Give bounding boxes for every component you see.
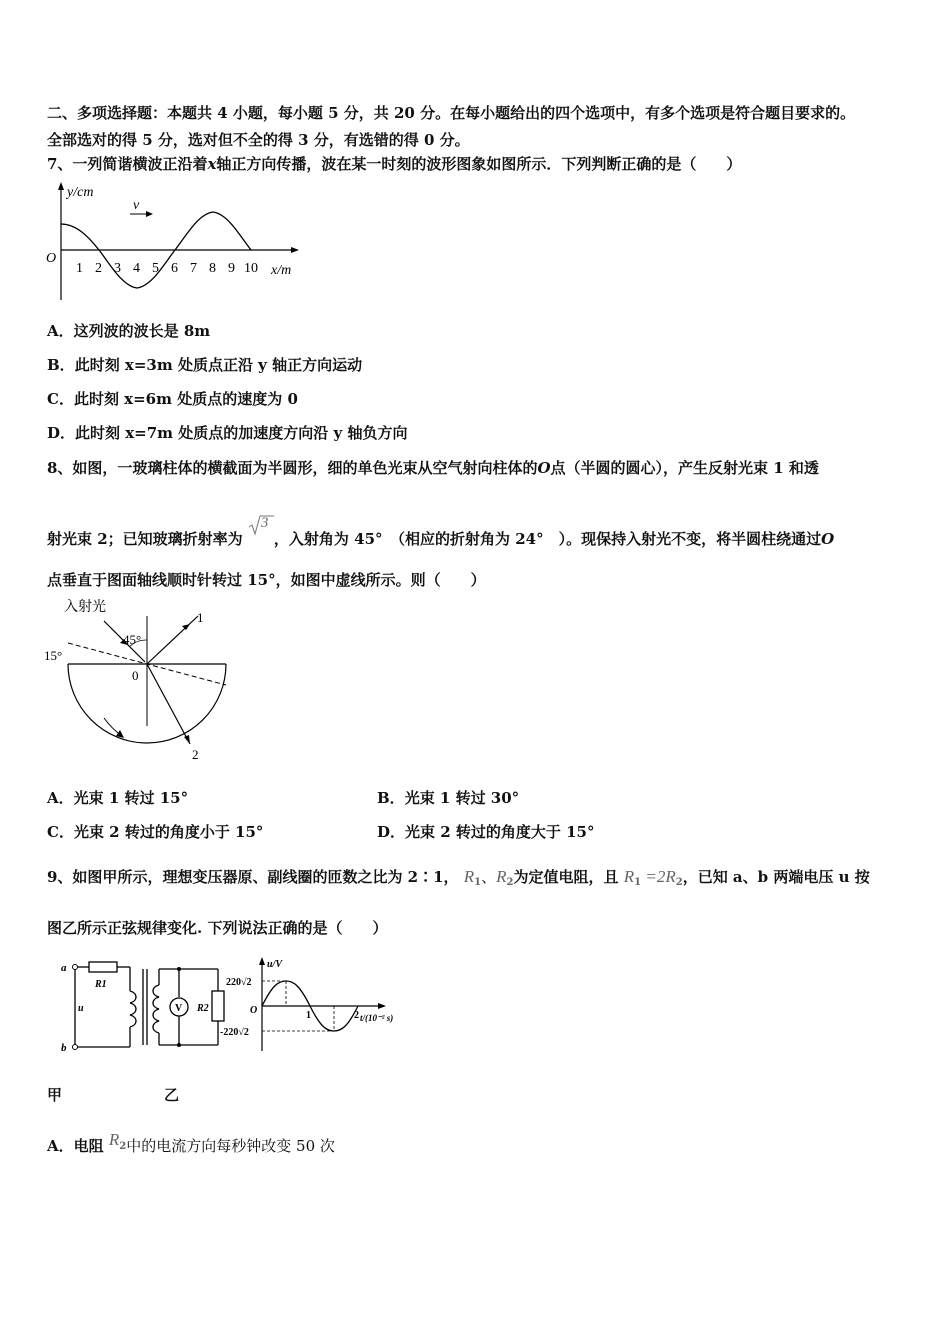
q7-option-a-key: A．	[47, 322, 74, 340]
q9-circuit-figure	[55, 955, 225, 1055]
section-heading-line1: 二、多项选择题：本题共 4 小题，每小题 5 分，共 20 分。在每小题给出的四个选项中，有多个选项是符合题目要求的。	[47, 104, 856, 122]
q7-option-a-text: 这列波的波长是 8m	[73, 322, 211, 340]
q7-tick-label: 5	[152, 261, 159, 276]
q8-center-label: 0	[132, 668, 139, 683]
q9-r2-sub: 2	[506, 877, 514, 888]
q7-tick-label: 1	[76, 261, 83, 276]
q7-wave-figure	[40, 180, 310, 308]
q9-r1: R	[463, 867, 475, 886]
q8-line2-a: 射光束 2；已知玻璃折射率为	[47, 530, 243, 548]
q8-option-c-text: 光束 2 转过的角度小于 15°	[73, 823, 264, 841]
q8-reflected-arrow	[182, 624, 190, 630]
q8-stem-line3: 点垂直于图面轴线顺时针转过 15°，如图中虚线所示。则（ ）	[47, 571, 486, 589]
q9-t-arrow	[378, 1003, 386, 1009]
q9-secondary-coil	[153, 985, 159, 1033]
q7-option-d-text: 此时刻 x=7m 处质点的加速度方向沿 y 轴负方向	[75, 424, 408, 442]
q9-eq-mid: =2R	[641, 867, 676, 886]
q7-tick-label: 8	[209, 261, 216, 276]
q9-t2-label: 2	[354, 1010, 359, 1021]
q9-label-yi: 乙	[164, 1086, 180, 1104]
q7-stem-b: 轴正方向传播，波在某一时刻的波形图象如图所示．下列判断正确的是（ ）	[216, 155, 742, 173]
q8-angle15-label: 15°	[44, 648, 63, 663]
q9-primary-coil	[130, 991, 136, 1027]
q9-t-axis-label: t/(10⁻² s)	[360, 1013, 394, 1023]
q9-option-a-key: A．	[47, 1137, 74, 1155]
q7-stem-x: x	[207, 155, 217, 173]
q9-label-jia: 甲	[47, 1086, 63, 1104]
q7-option-b[interactable]	[47, 354, 362, 375]
q8-option-c-key: C．	[47, 823, 74, 841]
q9-r2: R	[496, 867, 507, 886]
q9-line1-c: ，已知 a、b 两端电压 u 按	[682, 868, 870, 886]
q8-option-a-key: A．	[47, 789, 74, 807]
q7-tick-label: 6	[171, 261, 178, 276]
q9-eq-sub1: 1	[634, 877, 642, 888]
q7-tick-label: 7	[190, 261, 197, 276]
q8-option-b-text: 光束 1 转过 30°	[404, 789, 520, 807]
q9-label-r1: R1	[95, 979, 107, 990]
q9-eq-r: R	[623, 867, 635, 886]
q8-line2-b: ，入射角为 45° （相应的折射角为 24° ）。现保持入射光不变，将半圆柱绕通过	[273, 530, 822, 548]
q7-y-arrow	[58, 182, 64, 190]
q8-line2-o: O	[821, 530, 835, 548]
q7-option-b-text: 此时刻 x=3m 处质点正沿 y 轴正方向运动	[74, 356, 363, 374]
q8-stem-line2	[47, 515, 835, 549]
q8-option-d-text: 光束 2 转过的角度大于 15°	[405, 823, 595, 841]
q9-stem-line1	[47, 866, 870, 888]
q9-neg-peak-label: -220√2	[220, 1027, 249, 1038]
q9-r1-sub: 1	[474, 877, 482, 888]
q9-origin-label: O	[250, 1005, 258, 1016]
q7-option-d-key: D．	[47, 424, 76, 442]
q8-option-b-key: B．	[377, 789, 405, 807]
q7-tick-label: 10	[244, 261, 258, 276]
q9-label-v: V	[175, 1003, 183, 1014]
q7-stem-a: 7、一列简谐横波正沿着	[47, 155, 208, 173]
q7-stem	[47, 153, 741, 174]
q8-option-a-text: 光束 1 转过 15°	[73, 789, 189, 807]
q8-incident-label: 入射光	[64, 600, 106, 615]
q9-r1-resistor	[89, 962, 117, 972]
q7-y-label: y/cm	[67, 185, 94, 200]
q8-refracted-arrow	[184, 735, 190, 744]
q9-option-a[interactable]	[47, 1130, 335, 1156]
q9-option-a-sub: 2	[119, 1141, 127, 1152]
q9-label-a: a	[61, 962, 67, 974]
q7-tick-labels	[76, 261, 258, 276]
q9-node-bottom	[177, 1043, 181, 1047]
q9-line1-b: 为定值电阻，且	[513, 868, 619, 886]
q8-option-d[interactable]	[377, 821, 595, 842]
q7-origin-label: O	[46, 251, 57, 266]
q8-option-d-key: D．	[377, 823, 406, 841]
q8-reflected-ray	[147, 616, 198, 664]
q7-option-c[interactable]	[47, 388, 298, 409]
q9-terminal-a	[73, 965, 78, 970]
q9-node-top	[177, 967, 181, 971]
q7-option-b-key: B．	[47, 356, 75, 374]
q8-line1-o: O	[537, 459, 551, 477]
q8-line1-b: 点（半圆的圆心），产生反射光束 1 和透	[550, 459, 819, 477]
q7-tick-label: 4	[133, 261, 140, 276]
q9-option-a-pre: 电阻	[73, 1137, 104, 1155]
q9-u-arrow	[259, 957, 265, 965]
q8-line1-a: 8、如图，一玻璃柱体的横截面为半圆形，细的单色光束从空气射向柱体的	[47, 459, 538, 477]
q8-beam1-label: 1	[197, 610, 204, 625]
q8-option-c[interactable]	[47, 821, 263, 842]
q7-x-label: x/m	[271, 263, 292, 278]
q8-option-b[interactable]	[377, 787, 519, 808]
q9-terminal-b	[73, 1045, 78, 1050]
q8-beam2-label: 2	[192, 747, 199, 762]
q9-sep: 、	[481, 868, 497, 886]
q7-tick-label: 2	[95, 261, 102, 276]
q8-semicircle-figure	[40, 594, 240, 766]
q7-v-label: v	[133, 198, 140, 213]
q9-label-u: u	[78, 1003, 84, 1014]
q7-tick-label: 9	[228, 261, 235, 276]
q8-sqrt	[248, 515, 274, 536]
q8-stem-line1	[47, 457, 819, 478]
q9-u-axis-label: u/V	[267, 959, 283, 970]
q7-tick-label: 3	[114, 261, 121, 276]
q9-t1-label: 1	[306, 1010, 311, 1021]
q9-stem-line2: 图乙所示正弦规律变化. 下列说法正确的是（ ）	[47, 919, 388, 937]
q9-option-a-text: 中的电流方向每秒钟改变 50 次	[126, 1137, 335, 1155]
q7-option-c-text: 此时刻 x=6m 处质点的速度为 0	[73, 390, 298, 408]
q7-x-arrow	[291, 247, 299, 253]
section-heading-line2: 全部选对的得 5 分，选对但不全的得 3 分，有选错的得 0 分。	[47, 131, 470, 149]
q9-voltage-graph	[220, 955, 410, 1055]
q8-option-a[interactable]	[47, 787, 188, 808]
q8-angle45-label: 45°	[123, 632, 142, 647]
q8-refracted-ray	[147, 664, 190, 744]
q9-label-r2: R2	[197, 1003, 209, 1014]
q9-eq-sub2: 2	[675, 877, 683, 888]
q7-v-arrowhead	[146, 211, 153, 217]
q9-option-a-r: R	[108, 1130, 120, 1149]
q7-option-a[interactable]	[47, 320, 210, 341]
q9-line1-a: 9、如图甲所示，理想变压器原、副线圈的匝数之比为 2∶1，	[47, 868, 459, 886]
q8-sqrt-value: 3	[260, 515, 269, 531]
q7-option-d[interactable]	[47, 422, 407, 443]
q9-peak-label: 220√2	[226, 977, 252, 988]
q9-label-b: b	[61, 1042, 67, 1054]
q7-option-c-key: C．	[47, 390, 74, 408]
